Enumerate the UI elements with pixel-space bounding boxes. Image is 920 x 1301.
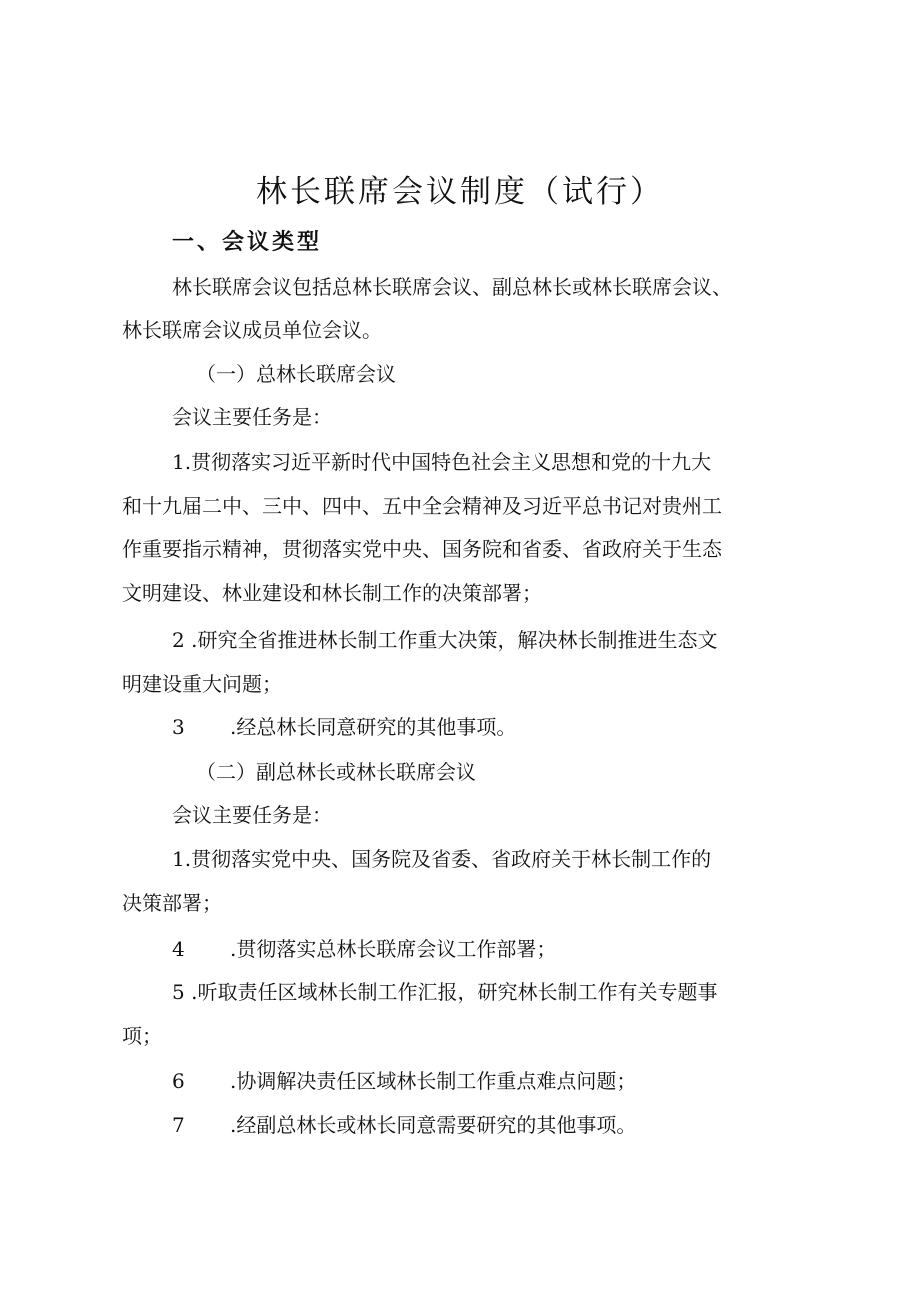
document-title: 林长联席会议制度（试行）	[256, 174, 664, 210]
tasks-label-2: 会议主要任务是：	[172, 803, 332, 827]
task-7-text: .经副总林长或林长同意需要研究的其他事项。	[230, 1113, 637, 1137]
task-2-line-1: 2 .研究全省推进林长制工作重大决策，解决林长制推进生态文	[172, 628, 718, 652]
task-7-number: 7	[172, 1113, 185, 1137]
task-6-text: .协调解决责任区域林长制工作重点难点问题；	[230, 1069, 637, 1093]
task-1-line-1: 1.贯彻落实习近平新时代中国特色社会主义思想和党的十九大	[172, 450, 712, 474]
task-3	[172, 710, 516, 744]
task-7	[172, 1108, 636, 1142]
task-1-line-3: 作重要指示精神，贯彻落实党中央、国务院和省委、省政府关于生态	[122, 537, 722, 561]
task-5-line-1: 5 .听取责任区域林长制工作汇报，研究林长制工作有关专题事	[172, 980, 718, 1004]
task-3-number: 3	[172, 715, 185, 739]
task-3-text: .经总林长同意研究的其他事项。	[230, 715, 517, 739]
task-5-line-2: 项；	[122, 1024, 162, 1048]
task-6-number: 6	[172, 1069, 185, 1093]
intro-line-2: 林长联席会议成员单位会议。	[122, 318, 382, 342]
intro-line-1: 林长联席会议包括总林长联席会议、副总林长或林长联席会议、	[172, 275, 732, 299]
task-4-text: .贯彻落实总林长联席会议工作部署；	[230, 937, 557, 961]
section-heading-meeting-types: 一、会议类型	[172, 230, 323, 255]
task-2-1-line-1: 1.贯彻落实党中央、国务院及省委、省政府关于林长制工作的	[172, 847, 712, 871]
task-2-line-2: 明建设重大问题；	[122, 672, 282, 696]
task-2-1-line-2: 决策部署；	[122, 891, 222, 915]
task-1-line-4: 文明建设、林业建设和林长制工作的决策部署；	[122, 581, 542, 605]
task-4-number: 4	[172, 937, 185, 961]
subsection-heading-2: （二）副总林长或林长联席会议	[196, 760, 476, 784]
task-6	[172, 1064, 636, 1098]
tasks-label-1: 会议主要任务是：	[172, 405, 332, 429]
task-4	[172, 932, 556, 966]
subsection-heading-1: （一）总林长联席会议	[196, 362, 396, 386]
task-1-line-2: 和十九届二中、三中、四中、五中全会精神及习近平总书记对贵州工	[122, 494, 722, 518]
